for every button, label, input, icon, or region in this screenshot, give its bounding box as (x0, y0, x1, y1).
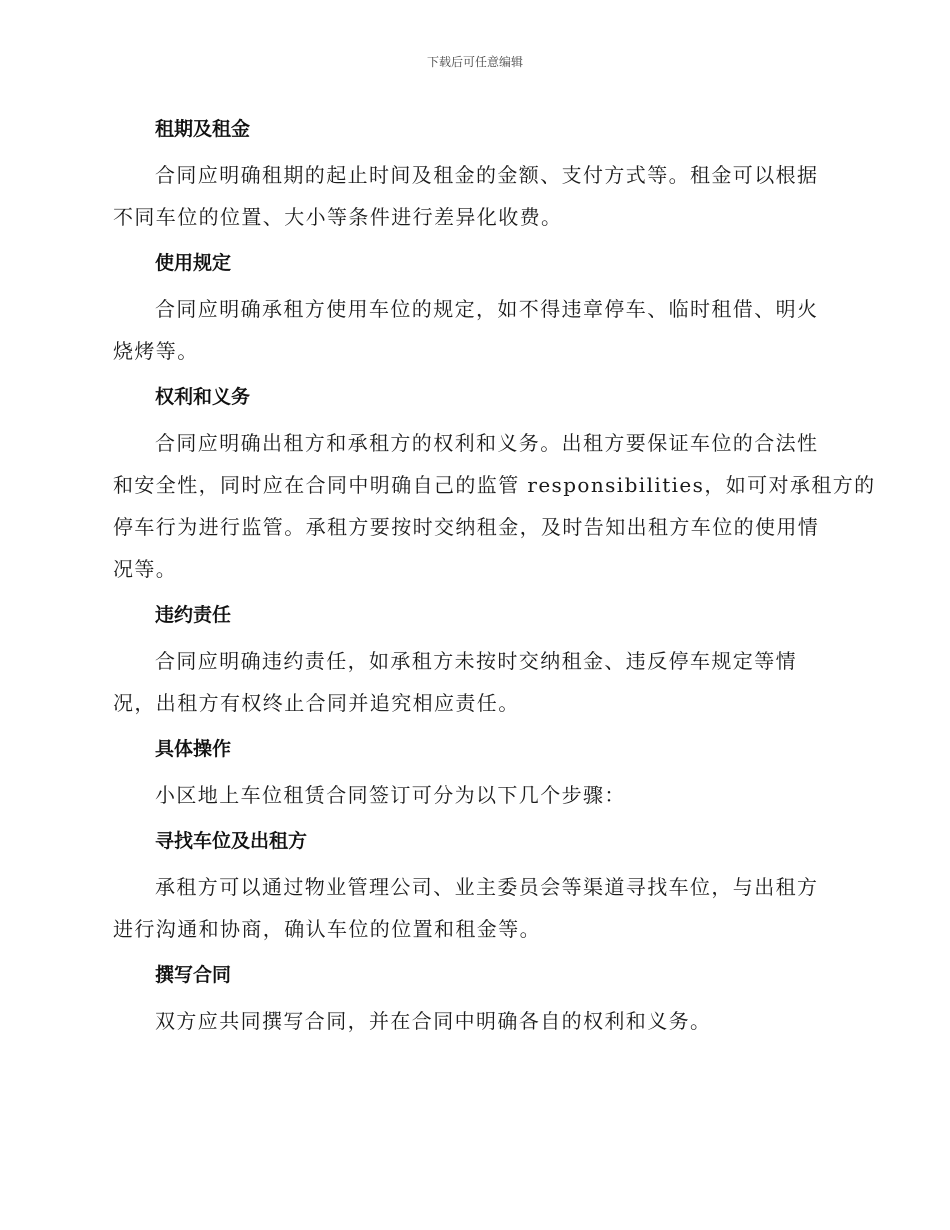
section-paragraph-find-parking (113, 866, 835, 950)
section-heading-usage-rules: 使用规定 (155, 252, 232, 274)
section-paragraph-draft-contract (113, 1000, 835, 1042)
paragraph-line: 停车行为进行监管。承租方要按时交纳租金，及时告知出租方车位的使用情 (113, 515, 820, 539)
section-heading-draft-contract: 撰写合同 (155, 964, 232, 986)
paragraph-line: 况，出租方有权终止合同并追究相应责任。 (113, 691, 520, 715)
section-heading-rights-obligations: 权利和义务 (155, 386, 251, 408)
section-paragraph-breach-liability (113, 640, 835, 724)
document-body (113, 108, 876, 1046)
paragraph-line: 小区地上车位租赁合同签订可分为以下几个步骤： (155, 783, 626, 807)
paragraph-line: 烧烤等。 (113, 339, 199, 363)
paragraph-line: 合同应明确出租方和承租方的权利和义务。出租方要保证车位的合法性 (155, 431, 819, 455)
section-paragraph-operations (113, 774, 835, 816)
section-paragraph-lease-term (113, 154, 835, 238)
paragraph-line: 合同应明确租期的起止时间及租金的金额、支付方式等。租金可以根据 (155, 163, 819, 187)
paragraph-line: 双方应共同撰写合同，并在合同中明确各自的权利和义务。 (155, 1009, 712, 1033)
paragraph-line: 况等。 (113, 557, 178, 581)
section-paragraph-usage-rules (113, 288, 835, 372)
section-heading-lease-term: 租期及租金 (155, 118, 251, 140)
page-header: 下载后可任意编辑 (426, 55, 523, 69)
section-paragraph-rights-obligations (113, 422, 876, 590)
paragraph-line: 不同车位的位置、大小等条件进行差异化收费。 (113, 205, 563, 229)
paragraph-line: 合同应明确承租方使用车位的规定，如不得违章停车、临时租借、明火 (155, 297, 819, 321)
paragraph-line: 进行沟通和协商，确认车位的位置和租金等。 (113, 917, 541, 941)
section-heading-find-parking: 寻找车位及出租方 (155, 830, 308, 852)
section-heading-breach-liability: 违约责任 (155, 604, 232, 626)
paragraph-line: 合同应明确违约责任，如承租方未按时交纳租金、违反停车规定等情 (155, 649, 797, 673)
paragraph-line: 和安全性，同时应在合同中明确自己的监管 responsibilities，如可对承租方的 (113, 473, 876, 497)
paragraph-line: 承租方可以通过物业管理公司、业主委员会等渠道寻找车位，与出租方 (155, 875, 819, 899)
section-heading-operations: 具体操作 (155, 738, 232, 760)
